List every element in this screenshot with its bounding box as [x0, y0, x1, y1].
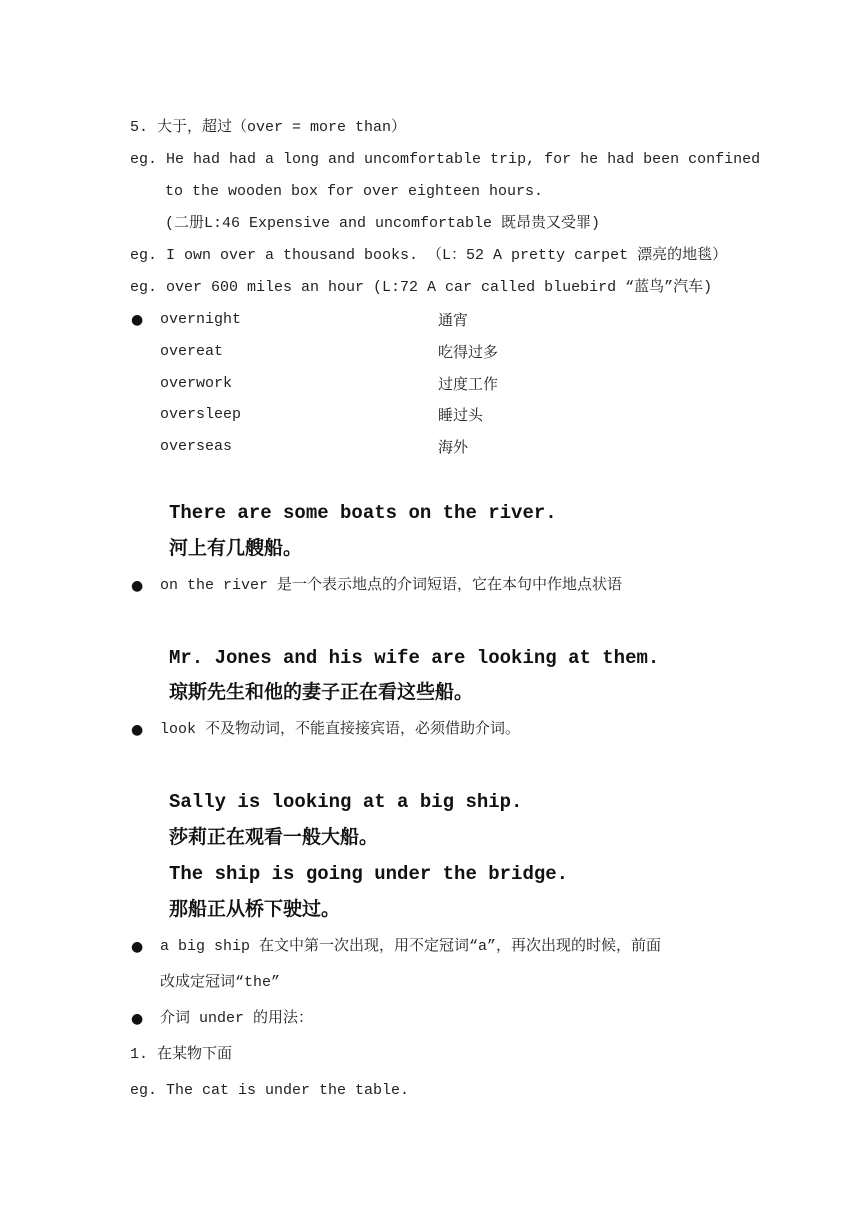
bullet-icon: ● [131, 312, 144, 328]
sentence-4-chinese: 那船正从桥下驶过。 [169, 899, 341, 921]
under-heading: 1. 在某物下面 [130, 1046, 233, 1063]
over-example-1-line-1: eg. He had had a long and uncomfortable trip, for he had been confined [130, 151, 761, 168]
sentence-2-english: Mr. Jones and his wife are looking at them. [169, 647, 660, 669]
vocab-word: overeat [160, 343, 224, 360]
bullet-icon: ● [131, 722, 144, 738]
vocab-word: overnight [160, 311, 242, 328]
vocab-word: overwork [160, 375, 233, 392]
vocab-word: oversleep [160, 406, 242, 423]
vocab-meaning: 过度工作 [438, 375, 499, 393]
bullet-icon: ● [131, 578, 144, 594]
sentence-1-english: There are some boats on the river. [169, 502, 557, 524]
bullet-icon: ● [131, 1011, 144, 1027]
bullet-icon: ● [131, 939, 144, 955]
over-example-1-line-2: to the wooden box for over eighteen hours. [165, 183, 544, 200]
over-heading: 5. 大于，超过（over = more than） [130, 119, 407, 136]
sentence-1-chinese: 河上有几艘船。 [169, 538, 303, 560]
over-example-1-source: (二册L:46 Expensive and uncomfortable 既昂贵又受罪) [165, 215, 601, 232]
sentence-2-chinese: 琼斯先生和他的妻子正在看这些船。 [169, 682, 474, 704]
sentence-4-note-line-2: 改成定冠词“the” [160, 974, 281, 991]
sentence-1-note: on the river 是一个表示地点的介词短语，它在本句中作地点状语 [160, 577, 623, 594]
vocab-meaning: 海外 [438, 438, 469, 456]
vocab-meaning: 吃得过多 [438, 343, 499, 361]
over-example-2: eg. I own over a thousand books. （L：52 A pretty carpet 漂亮的地毯） [130, 247, 728, 264]
sentence-4-english: The ship is going under the bridge. [169, 863, 569, 885]
under-example: eg. The cat is under the table. [130, 1082, 410, 1099]
sentence-2-note: look 不及物动词，不能直接接宾语，必须借助介词。 [160, 721, 521, 738]
vocab-meaning: 睡过头 [438, 406, 484, 424]
sentence-3-english: Sally is looking at a big ship. [169, 791, 523, 813]
vocab-meaning: 通宵 [438, 311, 469, 329]
sentence-4-note-line-1: a big ship 在文中第一次出现，用不定冠词“a”，再次出现的时候，前面 [160, 938, 662, 955]
over-example-3: eg. over 600 miles an hour (L:72 A car called bluebird “蓝鸟”汽车) [130, 279, 713, 296]
vocab-word: overseas [160, 438, 233, 455]
sentence-3-chinese: 莎莉正在观看一般大船。 [169, 827, 379, 849]
under-usage-note: 介词 under 的用法： [160, 1010, 314, 1027]
